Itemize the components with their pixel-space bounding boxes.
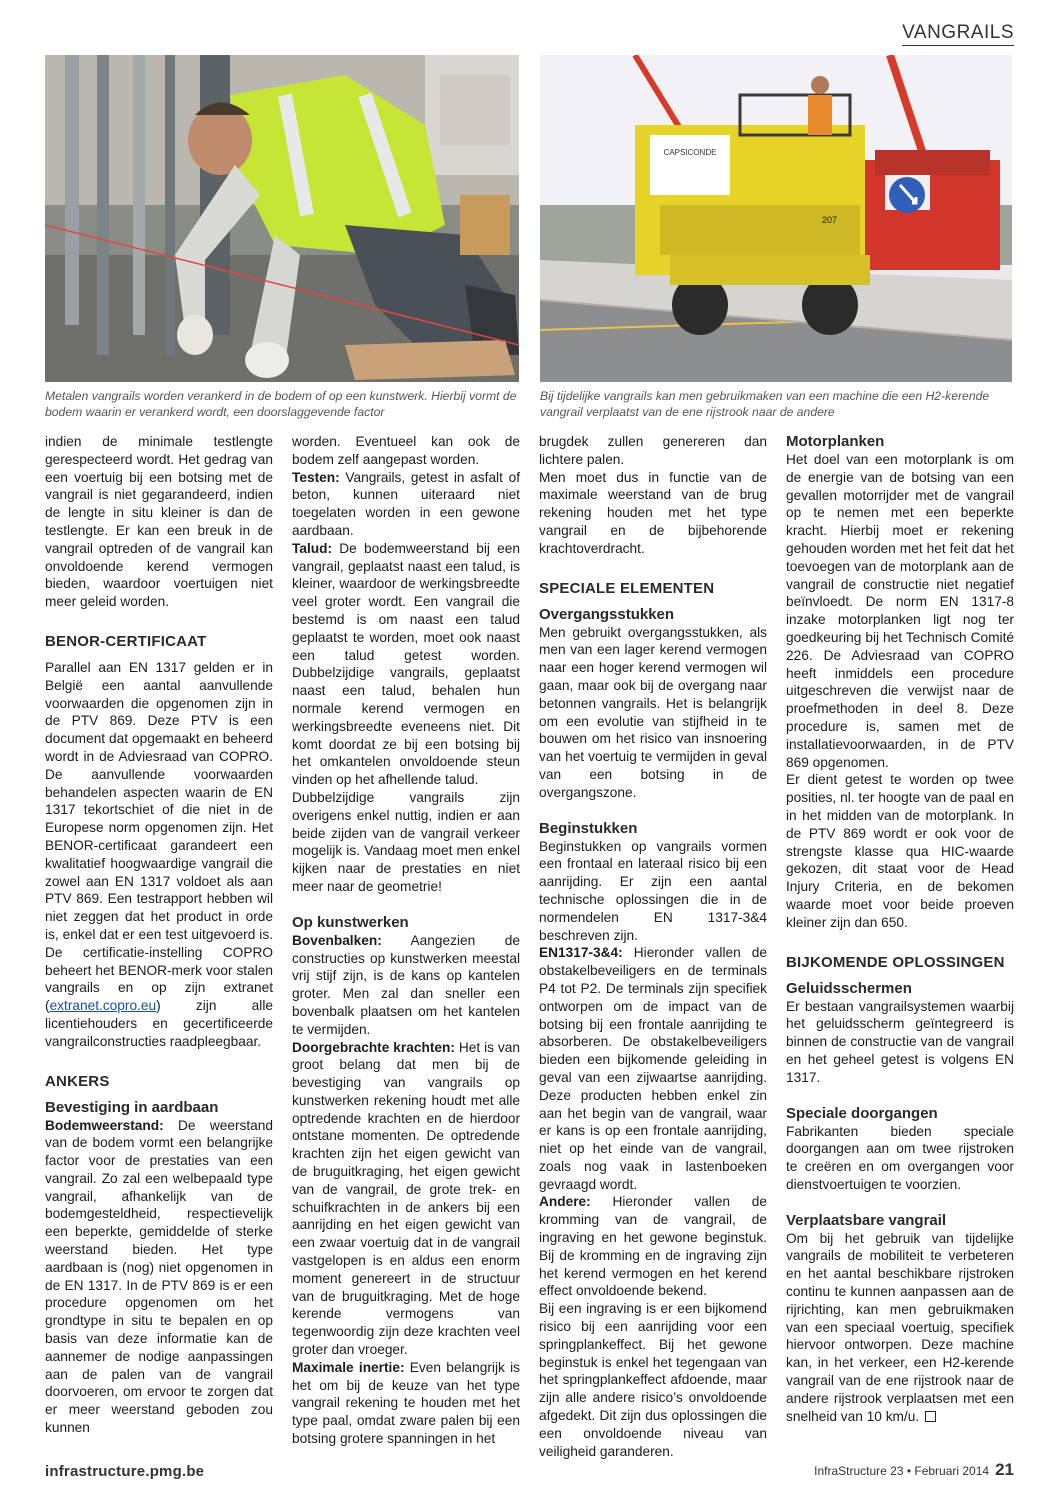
heading-overgangsstukken: Overgangsstukken (539, 605, 675, 623)
svg-text:CAPSICONDE: CAPSICONDE (663, 148, 717, 157)
paragraph: Bij een ingraving is er een bijkomend risico bij een aanrijding voor een springplankeffect. Bij het gewone beginstuk is enkel het tegengaan van het springplankeffect afdoende, maar zijn alle andere risico’s onvoldoende afgedekt. Dit zijn dus oplossingen die een onvoldoende niveau van veiligheid garanderen. (539, 1301, 767, 1459)
paragraph: Het doel van een motorplank is om de energie van de botsing van een gevallen motorrijder met de vangrail op te nemen met een beperkte kracht. Hierbij moet er rekening gehouden worden met het feit dat het toevoegen van de motorplank aan de vangrail de constructie niet negatief beïnvloedt. De norm EN 1317-8 inzake motorplanken ligt nog ter goedkeuring bij het Technisch Comité 226. De Adviesraad van COPRO heeft inmiddels een procedure uitgeschreven die verwijst naar de proefmethoden in deel 8. Deze procedure is, samen met de installatievoorwaarden, in de PTV 869 opgenomen. (786, 452, 1014, 770)
end-of-article-square-icon (925, 1411, 936, 1422)
extranet-link[interactable]: extranet.copro.eu (49, 998, 157, 1014)
footer-issue: InfraStructure 23 • Februari 2014 (814, 1464, 990, 1478)
paragraph: Beginstukken op vangrails vormen een frontaal en lateraal risico bij een aanrijding. Er zijn een aantal technische oplossingen die in de normendelen EN 1317-3&4 beschreven zijn. (539, 838, 767, 943)
article-column-3 (539, 433, 767, 1460)
paragraph: Maximale inertie: Even belangrijk is het om bij de keuze van het type vangrail rekening te houden met het type paal, omdat zware palen bij een botsing grotere spanningen in het (292, 1359, 520, 1447)
paragraph: Men moet dus in functie van de maximale weerstand van de brug rekening houden met het type vangrail en de bijbehorende krachtoverdracht. (539, 469, 767, 556)
photo-caption-left: Metalen vangrails worden verankerd in de bodem of op een kunstwerk. Hierbij vormt de bodem waarin er verankerd wordt, een doorslaggevende factor (45, 389, 517, 419)
paragraph: Er bestaan vangrailsystemen waarbij het geluidsscherm geïntegreerd is binnen de constructie van de vangrail en het geheel getest is volgens EN 1317. (786, 998, 1014, 1085)
paragraph: worden. Eventueel kan ook de bodem zelf aangepast worden. (292, 434, 520, 467)
paragraph: Andere: Hieronder vallen de kromming van de vangrail, de ingraving en het gewone beginstuk. Bij de kromming en de ingraving zijn het kerend vermogen en het kerend effect onvoldoende bekend. (539, 1194, 767, 1299)
heading-ankers: ANKERS (45, 1072, 110, 1090)
heading-beginstukken: Beginstukken (539, 819, 638, 837)
article-column-4 (786, 433, 1014, 1425)
heading-verplaatsbare-vangrail: Verplaatsbare vangrail (786, 1211, 947, 1229)
paragraph: Talud: De bodemweerstand bij een vangrail, geplaatst naast een talud, is kleiner, waardoor de werkingsbreedte veel groter wordt. Een vangrail die bestemd is om naast een talud geplaatst te worden, moet ook naast een talud getest worden. Dubbelzijdige vangrails, geplaatst naast een talud, behalen hun normale kerend vermogen en werkingsbreedte eveneens niet. Dit komt doordat ze bij een botsing bij het omkantelen onvoldoende steun vinden op het afhellende talud. (292, 540, 520, 788)
article-column-2 (292, 433, 520, 1448)
paragraph: Om bij het gebruik van tijdelijke vangrails de mobiliteit te verbeteren en het aantal beschikbare rijstroken continu te kunnen aanpassen aan de rijrichting, kan men gebruikmaken van een speciaal voertuig, specifiek hiervoor ontworpen. Deze machine kan, in het verkeer, een H2-kerende vangrail van de ene rijstrook naar de andere rijstrook verplaatsen met een snelheid van 10 km/u. (786, 1230, 1014, 1424)
photo-worker-anchoring (45, 55, 519, 382)
heading-op-kunstwerken: Op kunstwerken (292, 913, 409, 931)
paragraph: Men gebruikt overgangsstukken, als men van een lager kerend vermogen naar een hoger kerend vermogen wil gaan, maar ook bij de overgang naar betonnen vangrails. Het is belangrijk om een evolutie van stijfheid in te bouwen om het risico van insnoering van het voertuig te vermijden in geval van een botsing in de overgangszone. (539, 624, 767, 800)
svg-text:207: 207 (822, 215, 838, 225)
heading-speciale-doorgangen: Speciale doorgangen (786, 1104, 938, 1122)
paragraph: Parallel aan EN 1317 gelden er in België een aantal aanvullende voorwaarden die opgenomen zijn in de PTV 869. Deze PTV is een document dat opgemaakt en beheerd wordt in de Adviesraad van COPRO. De aanvullende voorwaarden behandelen aspecten waarin de EN 1317 tekortschiet of die niet in de Europese norm opgenomen zijn. Het BENOR-certificaat garandeert een kwalitatief hoogwaardige vangrail die zowel aan EN 1317 voldoet als aan PTV 869. Een testrapport hebben wil niet zeggen dat het product in orde is, enkel dat er een test uitgevoerd is. De certificatie-instelling COPRO beheert het BENOR-merk voor stalen vangrails en op zijn extranet (extranet.copro.eu) zijn alle licentiehouders en gecertificeerde vangrailconstructies raadpleegbaar. (45, 659, 273, 1049)
paragraph: Testen: Vangrails, getest in asfalt of beton, kunnen uiteraard niet toegelaten worden in een gewone aardbaan. (292, 469, 520, 538)
footer-issue-info (814, 1460, 1014, 1480)
section-tag: VANGRAILS (902, 22, 1014, 46)
heading-bijkomende-oplossingen: BIJKOMENDE OPLOSSINGEN (786, 953, 1005, 971)
paragraph: EN1317-3&4: Hieronder vallen de obstakelbeveiligers en de terminals P4 tot P2. De terminals zijn specifiek ontworpen om de impact van de botsing bij een frontale aanrijding te absorberen. De obstakelbeveiligers bieden een bijkomende geleiding in geval van een zijwaartse aanrijding. Deze producten hebben enkel zin aan het begin van de vangrail, waar er kans is op een frontale aanrijding, niet op het einde van de vangrail, zoals nog vaak in lastenboeken gevraagd wordt. (539, 945, 767, 1192)
heading-speciale-elementen: SPECIALE ELEMENTEN (539, 579, 715, 597)
paragraph: Er dient getest te worden op twee posities, nl. ter hoogte van de paal en in het midden van de motorplank. In de PTV 869 wordt er ook voor de strengste klasse qua HIC-waarde gekozen, dit staat voor de Head Injury Criteria, en de bekomen waarde moet voor beide proeven kleiner zijn dan 650. (786, 772, 1014, 930)
heading-geluidsschermen: Geluidsschermen (786, 979, 912, 997)
heading-motorplanken: Motorplanken (786, 433, 885, 450)
paragraph: Bovenbalken: Aangezien de constructies op kunstwerken meestal vrij stijf zijn, is de kans op kantelen groter. Men zal dan sneller een bovenbalk plaatsen om het kantelen te vermijden. (292, 932, 520, 1037)
paragraph: brugdek zullen genereren dan lichtere palen. (539, 434, 767, 467)
photo-caption-right: Bij tijdelijke vangrails kan men gebruikmaken van een machine die een H2-kerende vangrail verplaatst van de ene rijstrook naar de andere (540, 389, 990, 419)
heading-benor-certificaat: BENOR-CERTIFICAAT (45, 632, 207, 650)
photo-barrier-transfer-machine (540, 55, 1012, 382)
paragraph: Dubbelzijdige vangrails zijn overigens enkel nuttig, indien er aan beide zijden van de vangrail verkeer mogelijk is. Vandaag moet men enkel kijken naar de prestaties en niet meer naar de geometrie! (292, 789, 520, 894)
paragraph: Bodemweerstand: De weerstand van de bodem vormt een belangrijke factor voor de prestaties van een vangrail. Zo zal een welbepaald type vangrail, afhankelijk van de bodemgesteldheid, respectievelijk een beperkte, gemiddelde of sterke weerstand bieden. Het type aardbaan is (nog) niet opgenomen in de EN 1317. In de PTV 869 is er een procedure opgenomen om het grondtype in situ te bepalen en op basis van deze informatie kan de aannemer de nodige aanpassingen aan de palen van de vangrail doorvoeren, om ervoor te zorgen dat er meer weerstand geboden zou kunnen (45, 1117, 273, 1436)
paragraph: Fabrikanten bieden speciale doorgangen aan om twee rijstroken te creëren en om overgangen voor dienstvoertuigen te voorzien. (786, 1123, 1014, 1192)
paragraph: indien de minimale testlengte gerespecteerd wordt. Het gedrag van een voertuig bij een botsing met de vangrail is niet gegarandeerd, indien de lengte in situ kleiner is dan de testlengte. Er kan een breuk in de vangrail optreden of de vangrail kan onvoldoende kerend vermogen bieden, waardoor voertuigen niet meer geleid worden. (45, 434, 273, 610)
article-column-1 (45, 433, 273, 1437)
page-number: 21 (995, 1460, 1014, 1479)
heading-bevestiging-aardbaan: Bevestiging in aardbaan (45, 1098, 219, 1116)
paragraph: Doorgebrachte krachten: Het is van groot belang dat men bij de bevestiging van vangrails op kunstwerken rekening houdt met alle optredende krachten en de hierdoor ontstane momenten. De optredende krachten zijn het eigen gewicht van de bruguitkraging, het eigen gewicht van de vangrail, de grote trek- en schuifkrachten in de ankers bij een aanrijding en het eigen gewicht van een zwaar voertuig dat in de vangrail vastgelopen is en aldus een enorm moment genereert in de structuur van de bruguitkraging. Met de hoge kerende vermogens van tegenwoordig zijn deze krachten veel groter dan vroeger. (292, 1039, 520, 1358)
footer-website[interactable]: infrastructure.pmg.be (45, 1463, 205, 1480)
